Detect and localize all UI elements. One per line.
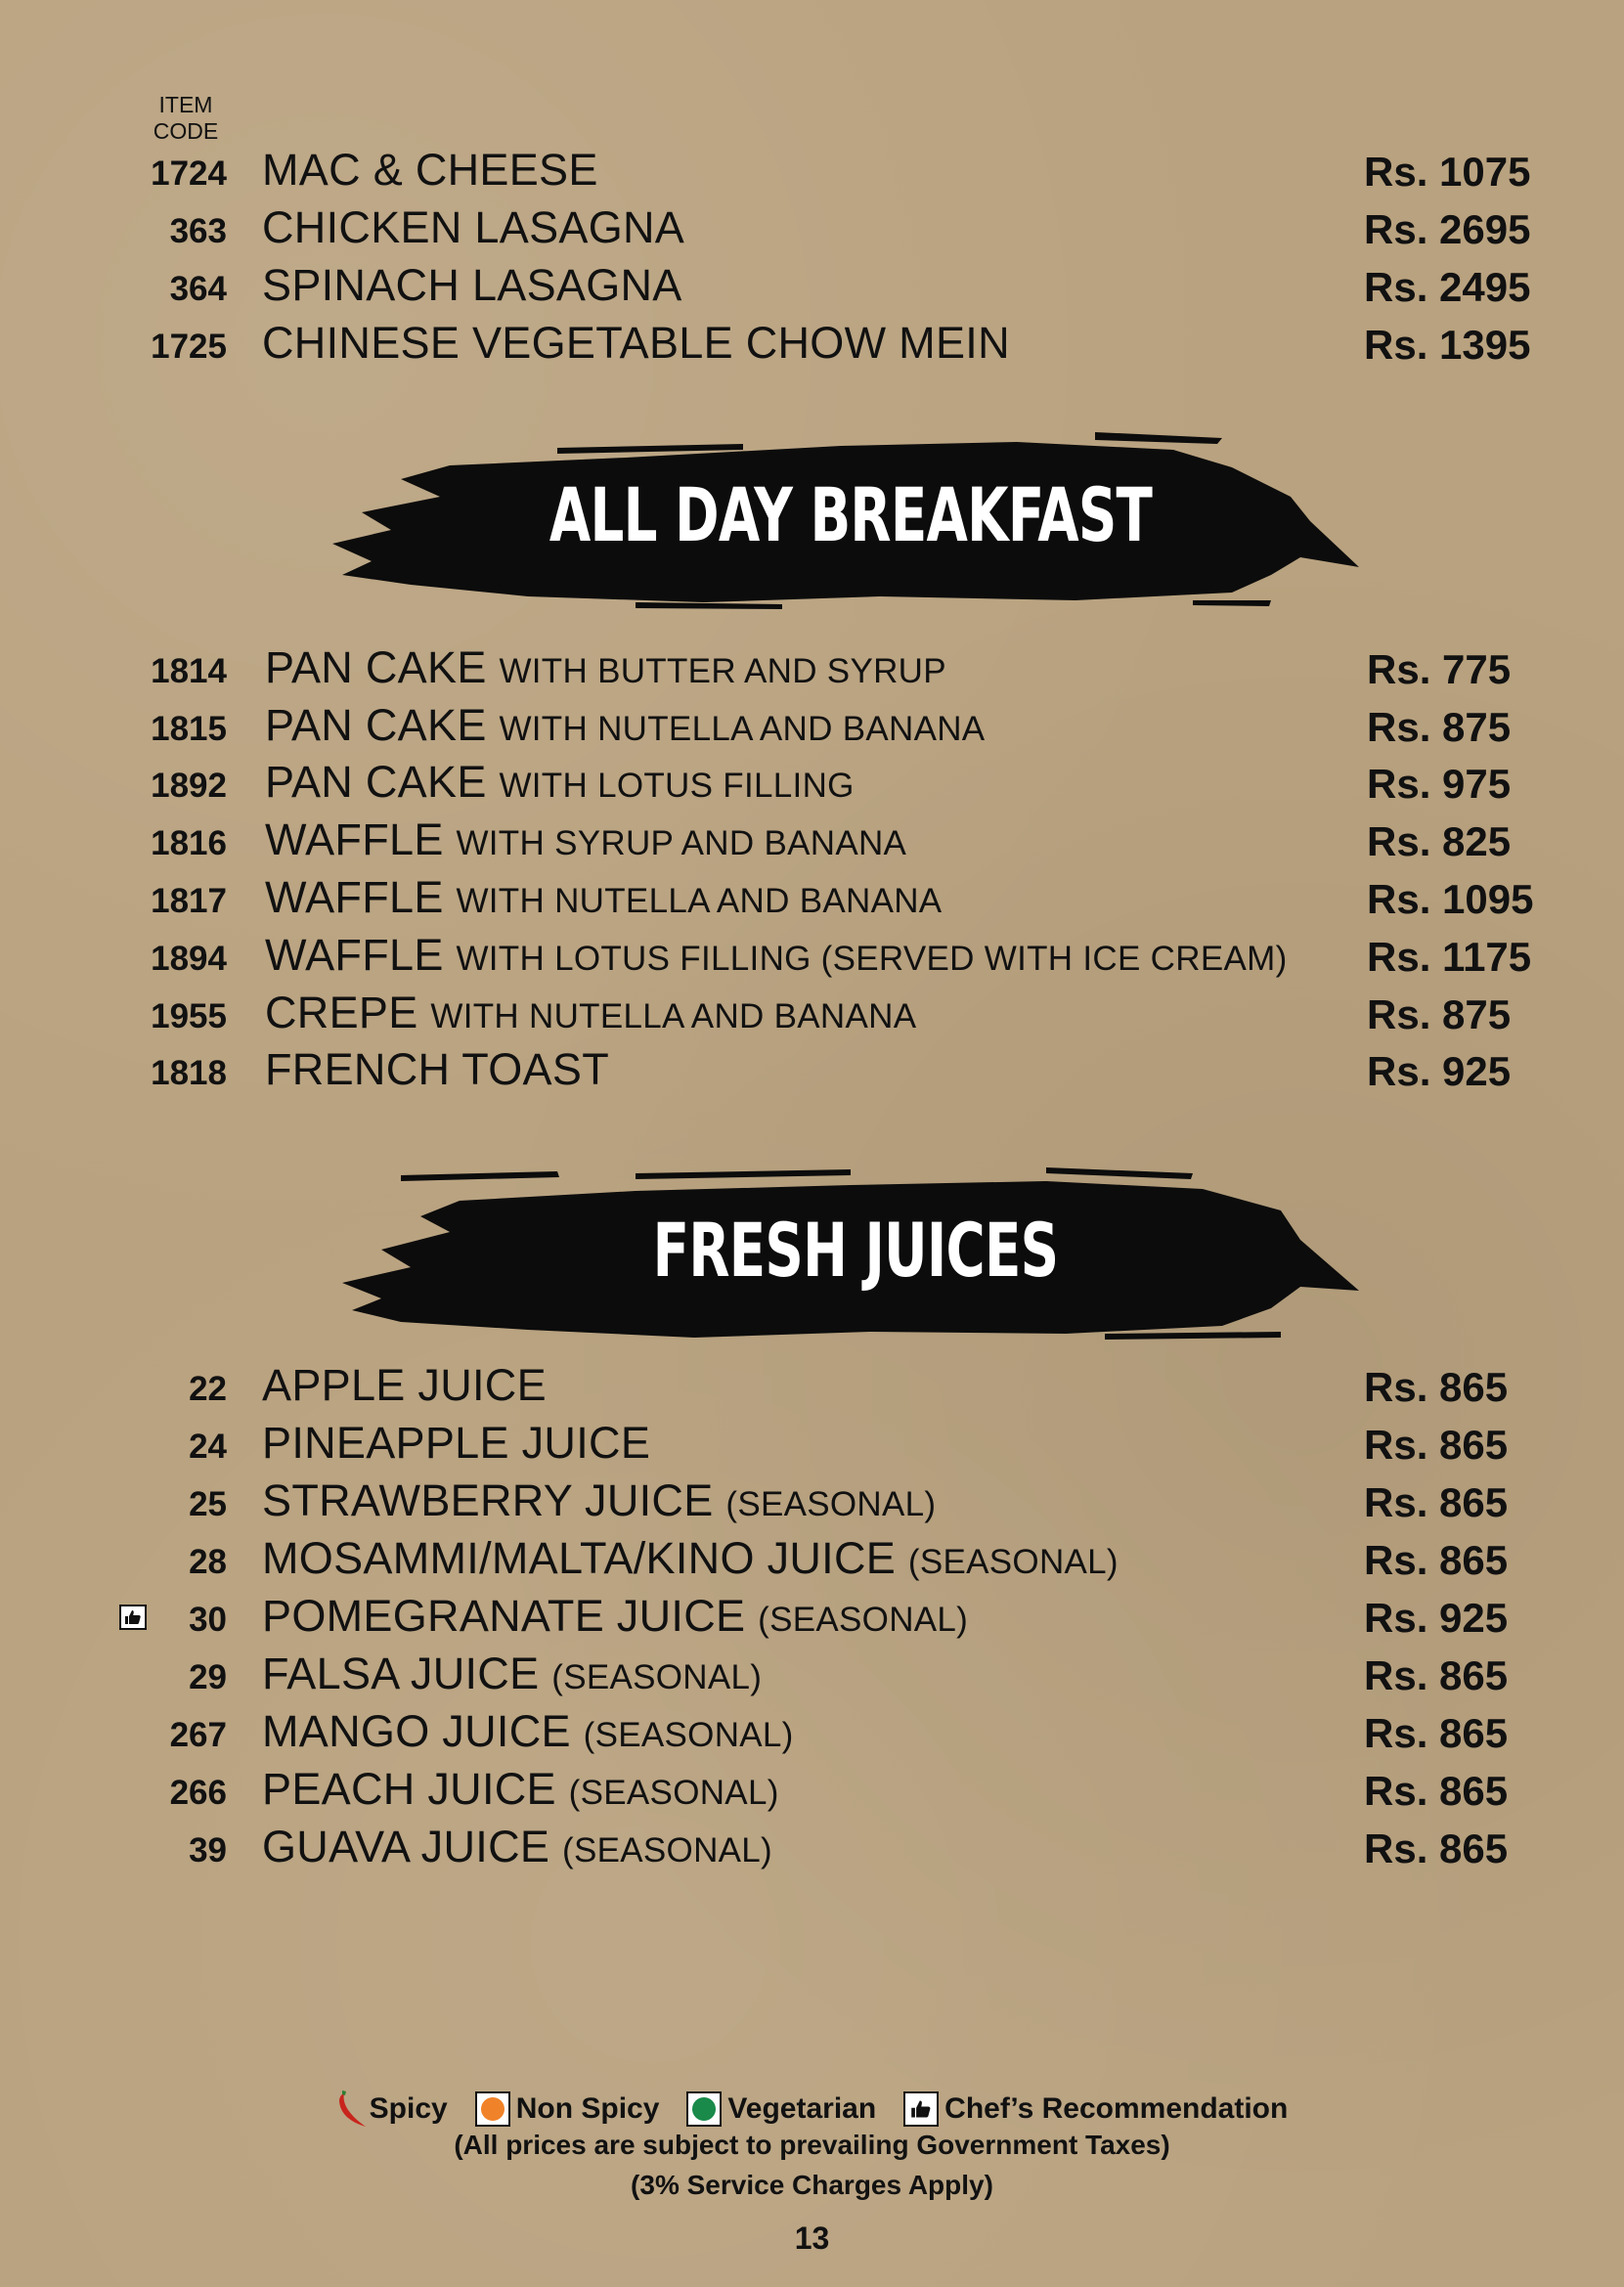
menu-item-row <box>0 872 1624 925</box>
menu-item-row <box>0 260 1624 313</box>
item-code: 1892 <box>151 767 227 805</box>
item-code: 30 <box>189 1601 227 1639</box>
item-name: APPLE JUICE <box>262 1360 547 1410</box>
item-name: PAN CAKE WITH BUTTER AND SYRUP <box>265 642 946 692</box>
item-name: MANGO JUICE (SEASONAL) <box>262 1706 794 1756</box>
menu-item-row <box>0 1044 1624 1097</box>
item-code: 24 <box>189 1428 227 1466</box>
item-price: Rs. 925 <box>1367 1048 1512 1094</box>
tax-note: (All prices are subject to prevailing Government Taxes) <box>454 2130 1170 2160</box>
menu-item-row <box>0 814 1624 867</box>
menu-item-row <box>0 202 1624 255</box>
section-banner-breakfast <box>332 428 1369 614</box>
legend-vegetarian-label: Vegetarian <box>727 2092 877 2125</box>
item-name: WAFFLE WITH SYRUP AND BANANA <box>265 814 907 864</box>
item-code: 363 <box>169 212 227 250</box>
item-code: 1816 <box>151 824 227 862</box>
menu-item-row <box>0 1591 1624 1644</box>
item-price: Rs. 1175 <box>1367 934 1532 980</box>
item-price: Rs. 2495 <box>1364 264 1531 310</box>
section-title-juices: FRESH JUICES <box>652 1207 1059 1294</box>
item-code-header <box>147 92 225 145</box>
legend-vegetarian <box>686 2091 876 2127</box>
menu-item-row <box>0 642 1624 695</box>
item-price: Rs. 865 <box>1364 1364 1509 1410</box>
legend-chef-label: Chef’s Recommendation <box>944 2092 1289 2125</box>
item-price: Rs. 875 <box>1367 704 1512 750</box>
menu-item-row <box>0 1475 1624 1528</box>
item-price: Rs. 1395 <box>1364 322 1531 368</box>
menu-item-row <box>0 145 1624 198</box>
item-name: GUAVA JUICE (SEASONAL) <box>262 1822 773 1871</box>
item-name: MOSAMMI/MALTA/KINO JUICE (SEASONAL) <box>262 1533 1119 1583</box>
menu-item-row <box>0 318 1624 371</box>
menu-item-row <box>0 1706 1624 1759</box>
item-code: 28 <box>189 1543 227 1581</box>
item-price: Rs. 925 <box>1364 1595 1509 1641</box>
menu-item-row <box>0 1822 1624 1874</box>
item-name: PAN CAKE WITH LOTUS FILLING <box>265 757 855 807</box>
section-title-breakfast: ALL DAY BREAKFAST <box>549 471 1153 558</box>
item-price: Rs. 2695 <box>1364 206 1531 252</box>
item-name: WAFFLE WITH LOTUS FILLING (SERVED WITH ICE CREAM) <box>265 930 1288 980</box>
item-price: Rs. 975 <box>1367 761 1512 807</box>
item-code: 1894 <box>151 940 227 978</box>
item-name: SPINACH LASAGNA <box>262 260 682 310</box>
item-price: Rs. 865 <box>1364 1768 1509 1814</box>
item-name: PEACH JUICE (SEASONAL) <box>262 1764 779 1814</box>
item-name: FALSA JUICE (SEASONAL) <box>262 1649 763 1698</box>
legend-non-spicy <box>475 2091 660 2127</box>
item-name: POMEGRANATE JUICE (SEASONAL) <box>262 1591 969 1641</box>
menu-item-row <box>0 700 1624 753</box>
menu-item-row <box>0 930 1624 983</box>
legend <box>0 2089 1624 2129</box>
item-price: Rs. 865 <box>1364 1825 1509 1871</box>
menu-item-row <box>0 1533 1624 1586</box>
item-code: 1725 <box>151 328 227 366</box>
item-code-header-line2: CODE <box>153 118 219 144</box>
item-code: 1955 <box>151 997 227 1035</box>
item-name: WAFFLE WITH NUTELLA AND BANANA <box>265 872 943 922</box>
menu-item-row <box>0 1418 1624 1471</box>
menu-item-row <box>0 1360 1624 1413</box>
chef-recommendation-icon <box>903 2091 939 2127</box>
legend-spicy-label: Spicy <box>369 2092 448 2125</box>
item-name: CHICKEN LASAGNA <box>262 202 685 252</box>
item-price: Rs. 775 <box>1367 646 1512 692</box>
item-price: Rs. 865 <box>1364 1537 1509 1583</box>
item-price: Rs. 865 <box>1364 1422 1509 1468</box>
service-charge-note: (3% Service Charges Apply) <box>631 2170 993 2200</box>
menu-item-row <box>0 988 1624 1040</box>
item-name: CREPE WITH NUTELLA AND BANANA <box>265 988 917 1037</box>
item-code: 22 <box>189 1370 227 1408</box>
item-code: 25 <box>189 1485 227 1523</box>
item-code: 1818 <box>151 1054 227 1092</box>
section-banner-juices <box>342 1162 1369 1347</box>
item-price: Rs. 825 <box>1367 818 1512 864</box>
non-spicy-icon <box>475 2091 510 2127</box>
item-price: Rs. 865 <box>1364 1710 1509 1756</box>
item-name: PAN CAKE WITH NUTELLA AND BANANA <box>265 700 986 750</box>
menu-item-row <box>0 757 1624 810</box>
item-code-header-line1: ITEM <box>158 92 213 117</box>
menu-item-row <box>0 1764 1624 1817</box>
item-price: Rs. 875 <box>1367 991 1512 1037</box>
chef-recommendation-icon <box>119 1605 147 1630</box>
item-code: 29 <box>189 1658 227 1696</box>
chili-icon <box>336 2089 370 2129</box>
legend-spicy <box>336 2089 448 2129</box>
item-price: Rs. 865 <box>1364 1652 1509 1698</box>
item-name: FRENCH TOAST <box>265 1044 609 1094</box>
item-name: PINEAPPLE JUICE <box>262 1418 651 1468</box>
item-name: CHINESE VEGETABLE CHOW MEIN <box>262 318 1010 368</box>
item-code: 364 <box>169 270 227 308</box>
item-code: 1817 <box>151 882 227 920</box>
legend-chef <box>903 2091 1288 2127</box>
item-code: 39 <box>189 1831 227 1869</box>
item-code: 1815 <box>151 710 227 748</box>
item-price: Rs. 1075 <box>1364 149 1531 195</box>
item-code: 1724 <box>151 154 227 193</box>
legend-non-spicy-label: Non Spicy <box>515 2092 660 2125</box>
item-code: 266 <box>169 1774 227 1812</box>
item-code: 1814 <box>151 652 227 690</box>
menu-item-row <box>0 1649 1624 1701</box>
vegetarian-icon <box>686 2091 722 2127</box>
item-name: MAC & CHEESE <box>262 145 598 195</box>
item-price: Rs. 865 <box>1364 1479 1509 1525</box>
item-code: 267 <box>169 1716 227 1754</box>
page-number: 13 <box>794 2221 830 2256</box>
item-price: Rs. 1095 <box>1367 876 1534 922</box>
item-name: STRAWBERRY JUICE (SEASONAL) <box>262 1475 937 1525</box>
